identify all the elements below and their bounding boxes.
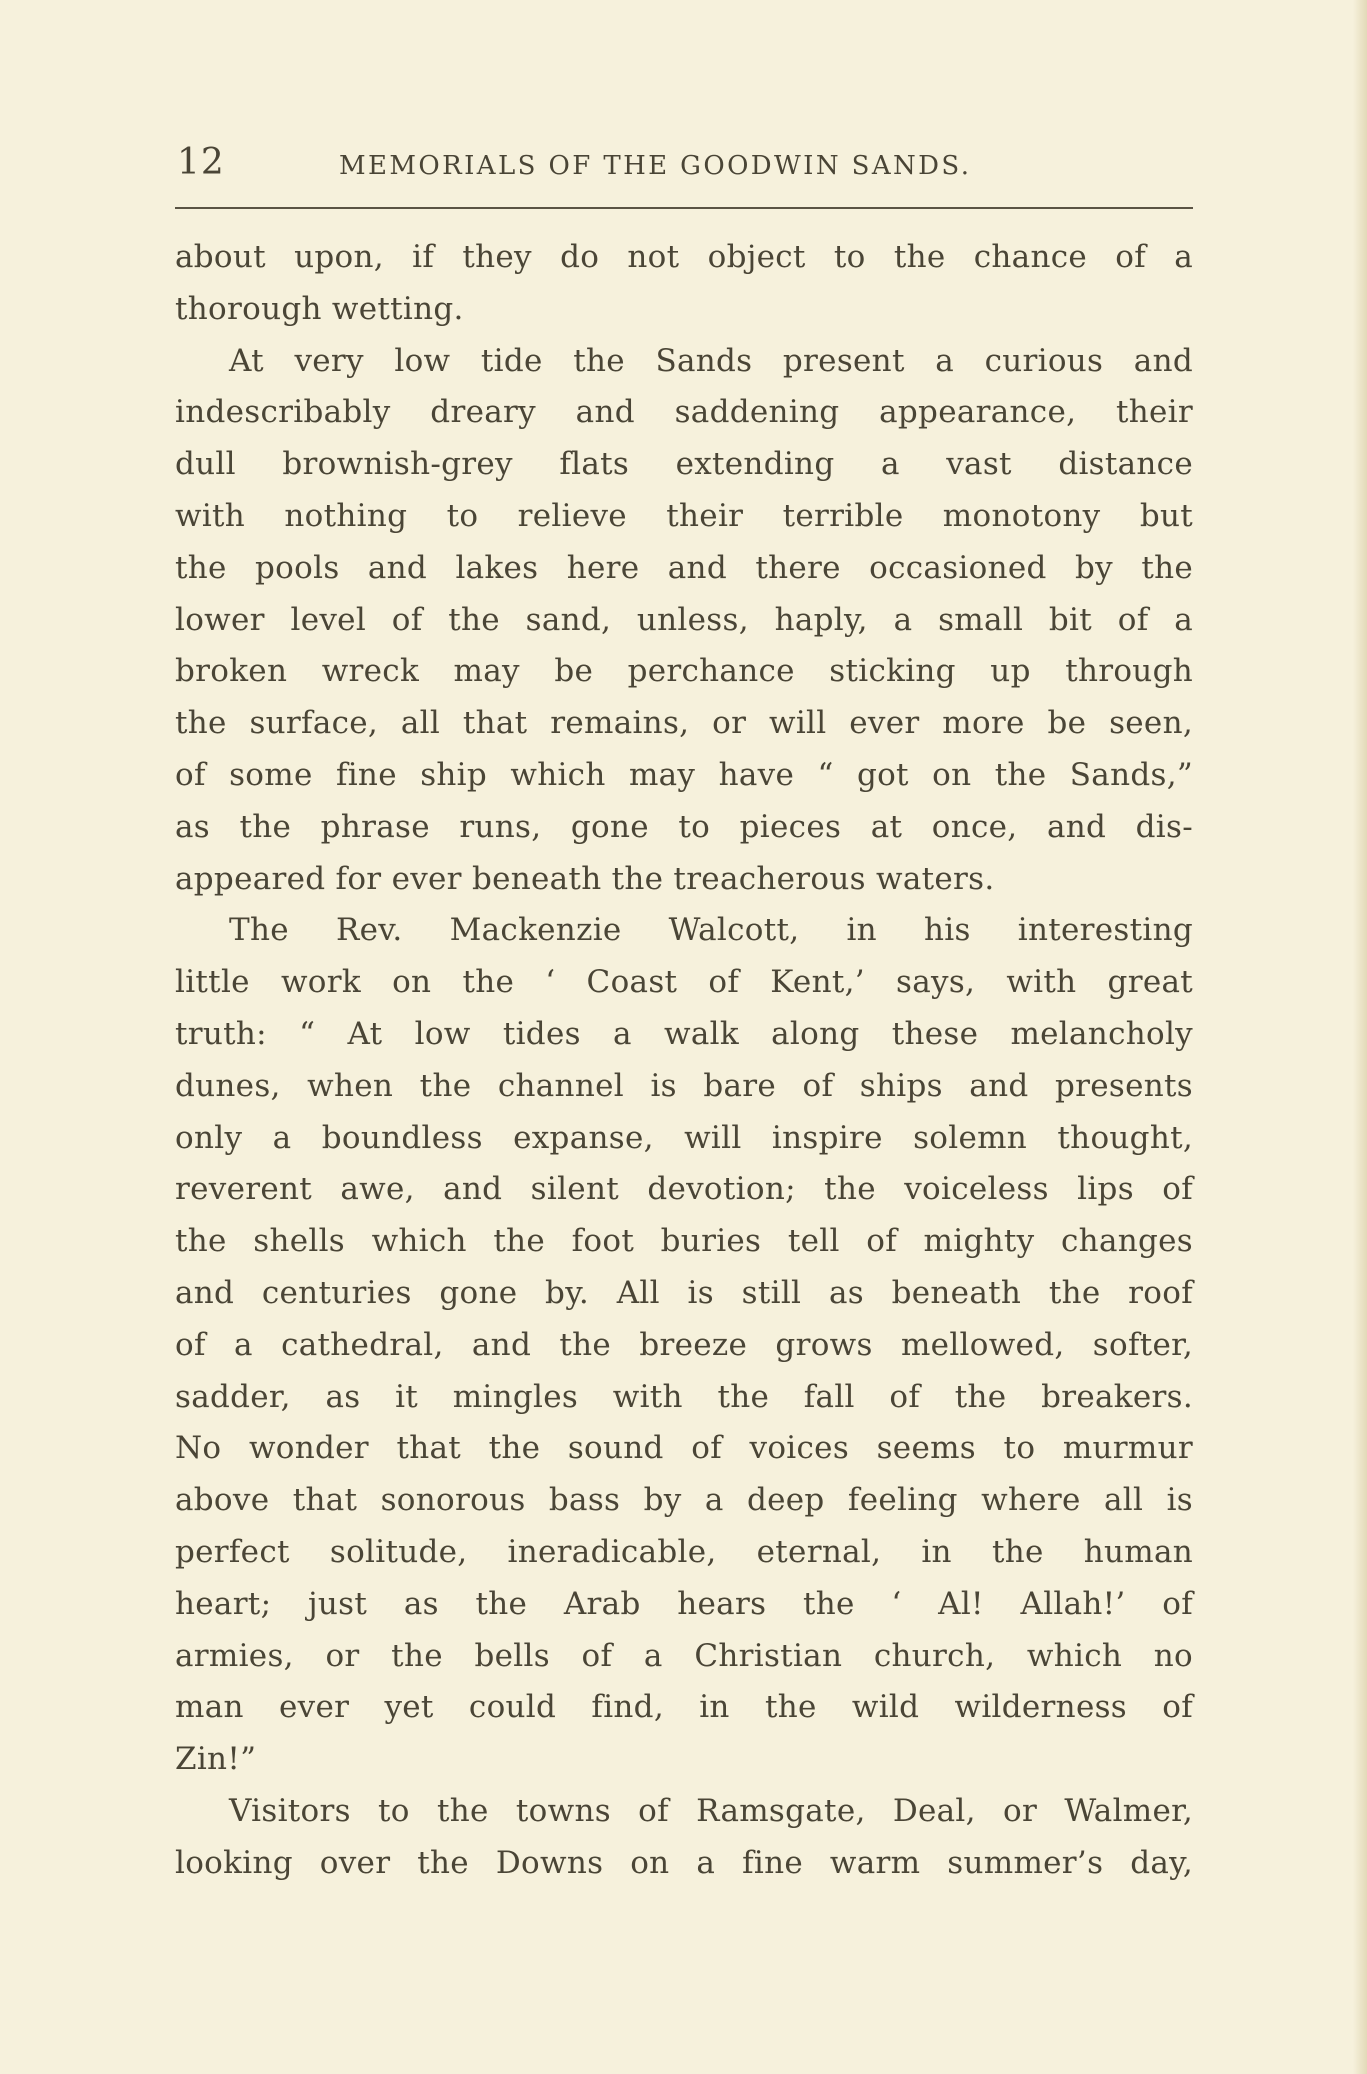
text-line: sadder, as it mingles with the fall of the breakers. bbox=[175, 1378, 1193, 1415]
paragraph-start-line: At very low tide the Sands present a curious and bbox=[229, 342, 1193, 379]
text-line: man ever yet could find, in the wild wilderness of bbox=[175, 1689, 1193, 1726]
text-line: as the phrase runs, gone to pieces at once, and dis- bbox=[175, 808, 1193, 845]
body-text bbox=[175, 232, 1193, 1890]
text-line: thorough wetting. bbox=[175, 290, 464, 327]
text-line: only a boundless expanse, will inspire solemn thought, bbox=[175, 1119, 1193, 1156]
text-line: truth: “ At low tides a walk along these melancholy bbox=[175, 1015, 1193, 1052]
text-line: reverent awe, and silent devotion; the voiceless lips of bbox=[175, 1171, 1193, 1208]
running-head bbox=[177, 138, 1192, 188]
header-rule bbox=[175, 207, 1193, 209]
page-number: 12 bbox=[177, 142, 225, 183]
text-line: of some fine ship which may have “ got on the Sands,” bbox=[175, 756, 1193, 793]
text-line: dunes, when the channel is bare of ships and presents bbox=[175, 1067, 1193, 1104]
paragraph-start-line: The Rev. Mackenzie Walcott, in his interesting bbox=[229, 912, 1193, 949]
text-line: looking over the Downs on a fine warm summer’s day, bbox=[175, 1844, 1193, 1881]
text-line: No wonder that the sound of voices seems to murmur bbox=[175, 1430, 1193, 1467]
text-line: about upon, if they do not object to the chance of a bbox=[175, 239, 1193, 275]
text-line: little work on the ‘ Coast of Kent,’ says, with great bbox=[175, 964, 1193, 1001]
text-line: lower level of the sand, unless, haply, a small bit of a bbox=[175, 601, 1193, 638]
text-line: with nothing to relieve their terrible monotony but bbox=[175, 497, 1193, 534]
text-line: the surface, all that remains, or will ever more be seen, bbox=[175, 705, 1193, 742]
text-line: the pools and lakes here and there occasioned by the bbox=[175, 549, 1193, 586]
text-line: above that sonorous bass by a deep feeling where all is bbox=[175, 1482, 1193, 1519]
text-line: of a cathedral, and the breeze grows mellowed, softer, bbox=[175, 1326, 1193, 1363]
text-line: heart; just as the Arab hears the ‘ Al! Allah!’ of bbox=[175, 1585, 1193, 1622]
text-line: Zin!” bbox=[175, 1741, 257, 1778]
text-line: indescribably dreary and saddening appearance, their bbox=[175, 394, 1193, 431]
text-line: dull brownish-grey flats extending a vast distance bbox=[175, 446, 1193, 483]
page-edge-shadow bbox=[1353, 0, 1367, 2074]
paragraph-start-line: Visitors to the towns of Ramsgate, Deal, or Walmer, bbox=[229, 1792, 1193, 1829]
text-line: perfect solitude, ineradicable, eternal, in the human bbox=[175, 1533, 1193, 1570]
text-line: appeared for ever beneath the treacherous waters. bbox=[175, 860, 995, 897]
text-line: broken wreck may be perchance sticking up through bbox=[175, 653, 1193, 690]
running-title: MEMORIALS OF THE GOODWIN SANDS. bbox=[339, 151, 972, 181]
text-line: the shells which the foot buries tell of mighty changes bbox=[175, 1223, 1193, 1260]
text-line: armies, or the bells of a Christian church, which no bbox=[175, 1637, 1193, 1674]
text-line: and centuries gone by. All is still as beneath the roof bbox=[175, 1274, 1193, 1311]
